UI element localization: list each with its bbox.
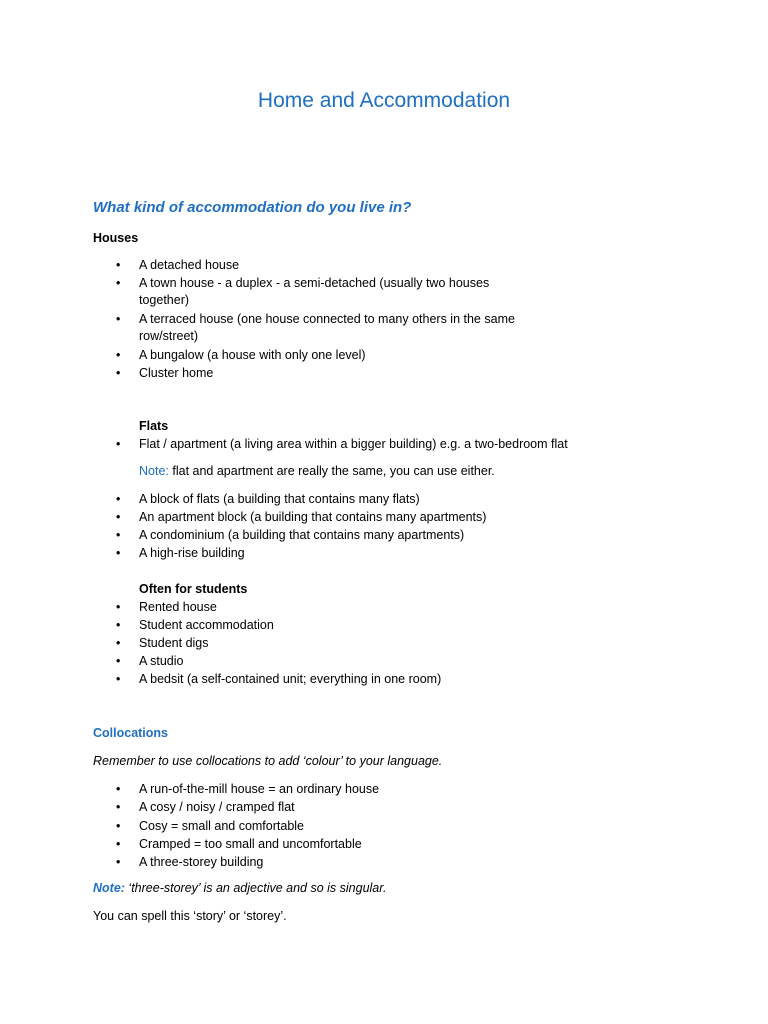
flats-note <box>139 464 495 478</box>
bullet-icon: • <box>116 492 121 506</box>
bullet-icon: • <box>116 366 121 380</box>
list-item: Rented house <box>139 600 217 614</box>
flats-heading: Flats <box>139 419 169 433</box>
list-item: A run-of-the-mill house = an ordinary house <box>139 782 380 796</box>
bullet-icon: • <box>116 546 121 560</box>
list-item: A town house - a duplex - a semi-detached (usually two houses <box>139 276 490 290</box>
section-heading: What kind of accommodation do you live in? <box>93 199 412 216</box>
list-item: A detached house <box>139 258 240 272</box>
page-title: Home and Accommodation <box>257 89 511 112</box>
bullet-icon: • <box>116 437 121 451</box>
collocations-note <box>93 881 386 895</box>
students-heading: Often for students <box>139 582 248 596</box>
list-item: A block of flats (a building that contains many flats) <box>139 492 420 506</box>
list-item: A three-storey building <box>139 855 264 869</box>
bullet-icon: • <box>116 672 121 686</box>
list-item: A condominium (a building that contains many apartments) <box>139 528 465 542</box>
list-item-continuation: row/street) <box>139 329 199 343</box>
note-text: ‘three-storey’ is an adjective and so is singular. <box>124 881 387 895</box>
list-item: A cosy / noisy / cramped flat <box>139 800 295 814</box>
list-item: A bedsit (a self-contained unit; everything in one room) <box>139 672 442 686</box>
bullet-icon: • <box>116 782 121 796</box>
bullet-icon: • <box>116 258 121 272</box>
collocations-intro: Remember to use collocations to add ‘colour’ to your language. <box>93 754 443 768</box>
bullet-icon: • <box>116 312 121 326</box>
list-item: Flat / apartment (a living area within a bigger building) e.g. a two-bedroom flat <box>139 437 568 451</box>
bullet-icon: • <box>116 618 121 632</box>
bullet-icon: • <box>116 276 121 290</box>
bullet-icon: • <box>116 654 121 668</box>
list-item: Cramped = too small and uncomfortable <box>139 837 362 851</box>
list-item: A bungalow (a house with only one level) <box>139 348 366 362</box>
bullet-icon: • <box>116 800 121 814</box>
bullet-icon: • <box>116 837 121 851</box>
houses-heading: Houses <box>93 231 139 245</box>
bullet-icon: • <box>116 819 121 833</box>
list-item: Cluster home <box>139 366 214 380</box>
bullet-icon: • <box>116 510 121 524</box>
list-item: A studio <box>139 654 184 668</box>
list-item: A terraced house (one house connected to many others in the same <box>139 312 515 326</box>
list-item-continuation: together) <box>139 293 190 307</box>
bullet-icon: • <box>116 855 121 869</box>
list-item: Cosy = small and comfortable <box>139 819 305 833</box>
bullet-icon: • <box>116 636 121 650</box>
bullet-icon: • <box>116 348 121 362</box>
list-item: Student accommodation <box>139 618 274 632</box>
spelling-note: You can spell this ‘story’ or ‘storey’. <box>93 909 287 923</box>
note-text: flat and apartment are really the same, you can use either. <box>168 464 495 478</box>
collocations-heading: Collocations <box>93 726 169 740</box>
note-label: Note: <box>139 464 169 478</box>
list-item: An apartment block (a building that contains many apartments) <box>139 510 487 524</box>
list-item: A high-rise building <box>139 546 245 560</box>
bullet-icon: • <box>116 528 121 542</box>
note-label: Note: <box>93 881 125 895</box>
bullet-icon: • <box>116 600 121 614</box>
list-item: Student digs <box>139 636 209 650</box>
